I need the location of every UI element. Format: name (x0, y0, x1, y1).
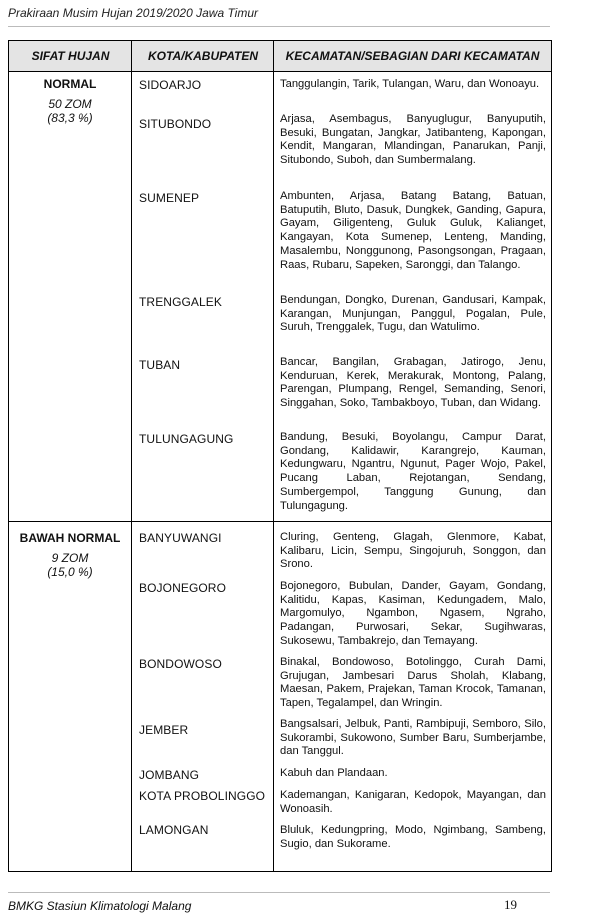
column-divider (131, 41, 132, 871)
group-divider (9, 521, 551, 522)
footer-divider (8, 892, 550, 893)
column-header-kota-kabupaten: KOTA/KABUPATEN (148, 49, 258, 63)
table-row-city: JEMBER (139, 723, 189, 737)
category-zom: 50 ZOM (48, 97, 92, 111)
column-header-sifat-hujan: SIFAT HUJAN (31, 49, 110, 63)
table-row-city: SIDOARJO (139, 78, 202, 92)
table-row-districts: Bangsalsari, Jelbuk, Panti, Rambipuji, Semboro, Silo, Sukorambi, Sukowono, Sumber Baru, Sumberjambe, dan Tanggul. (280, 718, 546, 758)
table-row-districts: Kabuh dan Plandaan. (280, 767, 388, 779)
header-divider (8, 26, 550, 27)
document-header: Prakiraan Musim Hujan 2019/2020 Jawa Timur (8, 6, 259, 20)
category-label: BAWAH NORMAL (19, 531, 121, 545)
column-divider (273, 41, 274, 871)
page-number: 19 (504, 897, 517, 912)
table-row-districts: Bendungan, Dongko, Durenan, Gandusari, Kampak, Karangan, Munjungan, Panggul, Pogalan, Pule, Suruh, Trenggalek, Tugu, dan Watulimo. (280, 294, 546, 334)
category-percentage: (83,3 %) (47, 111, 93, 125)
table-row-city: JOMBANG (139, 768, 200, 782)
table-row-city: SUMENEP (139, 191, 200, 205)
table-row-city: LAMONGAN (139, 823, 209, 837)
table-row-city: KOTA PROBOLINGGO (139, 789, 266, 803)
table-row-city: TULUNGAGUNG (139, 432, 234, 446)
category-bawah-normal (9, 531, 131, 579)
table-row-districts: Arjasa, Asembagus, Banyuglugur, Banyuputih, Besuki, Bungatan, Jangkar, Jatibanteng, Kapongan, Kendit, Mangaran, Mlandingan, Panarukan, Panji, Situbondo, Suboh, dan Sumbermalang. (280, 113, 546, 167)
table-row-districts: Bojonegoro, Bubulan, Dander, Gayam, Gondang, Kalitidu, Kapas, Kasiman, Kedungadem, Malo, Margomulyo, Ngambon, Ngasem, Ngraho, Padangan, Purwosari, Sekar, Sugihwaras, Sukosewu, Tambakrejo, dan Temayang. (280, 580, 546, 647)
category-percentage: (15,0 %) (47, 565, 93, 579)
forecast-table (8, 40, 552, 872)
category-normal (9, 77, 131, 125)
table-row-districts: Bandung, Besuki, Boyolangu, Campur Darat, Gondang, Kalidawir, Karangrejo, Kauman, Kedungwaru, Ngantru, Ngunut, Pager Wojo, Pakel, Pucang Laban, Rejotangan, Sendang, Sumbergempol, Tanggung Gunung, dan Tulungagung. (280, 431, 546, 512)
table-row-city: BOJONEGORO (139, 581, 227, 595)
category-zom: 9 ZOM (51, 551, 89, 565)
table-row-districts: Binakal, Bondowoso, Botolinggo, Curah Dami, Grujugan, Jambesari Darus Sholah, Klabang, Maesan, Pakem, Prajekan, Taman Krocok, Tamanan, Tapen, Tegalampel, dan Wringin. (280, 656, 546, 710)
column-header-kecamatan: KECAMATAN/SEBAGIAN DARI KECAMATAN (285, 49, 540, 63)
table-row-districts: Bluluk, Kedungpring, Modo, Ngimbang, Sambeng, Sugio, dan Sukorame. (280, 824, 546, 850)
table-row-districts: Tanggulangin, Tarik, Tulangan, Waru, dan Wonoayu. (280, 78, 540, 90)
table-row-city: BONDOWOSO (139, 657, 222, 671)
category-label: NORMAL (43, 77, 97, 91)
table-row-city: TUBAN (139, 358, 181, 372)
table-row-districts: Cluring, Genteng, Glagah, Glenmore, Kabat, Kalibaru, Licin, Sempu, Singojuruh, Songgon, dan Srono. (280, 531, 546, 571)
table-header (9, 41, 551, 72)
footer-source: BMKG Stasiun Klimatologi Malang (8, 899, 192, 913)
table-row-city: SITUBONDO (139, 117, 212, 131)
table-row-districts: Ambunten, Arjasa, Batang Batang, Batuan, Batuputih, Bluto, Dasuk, Dungkek, Ganding, Gapura, Gayam, Giligenteng, Guluk Guluk, Kalianget, Kangayan, Kota Sumenep, Lenteng, Manding, Masalembu, Nonggunong, Pasongsongan, Pragaan, Raas, Rubaru, Sapeken, Saronggi, dan Talango. (280, 190, 546, 271)
table-row-districts: Kademangan, Kanigaran, Kedopok, Mayangan, dan Wonoasih. (280, 789, 546, 815)
table-row-city: TRENGGALEK (139, 295, 223, 309)
table-row-districts: Bancar, Bangilan, Grabagan, Jatirogo, Jenu, Kenduruan, Kerek, Merakurak, Montong, Palang, Parengan, Plumpang, Rengel, Semanding, Senori, Singgahan, Soko, Tambakboyo, Tuban, dan Widang. (280, 356, 546, 410)
table-row-city: BANYUWANGI (139, 531, 222, 545)
